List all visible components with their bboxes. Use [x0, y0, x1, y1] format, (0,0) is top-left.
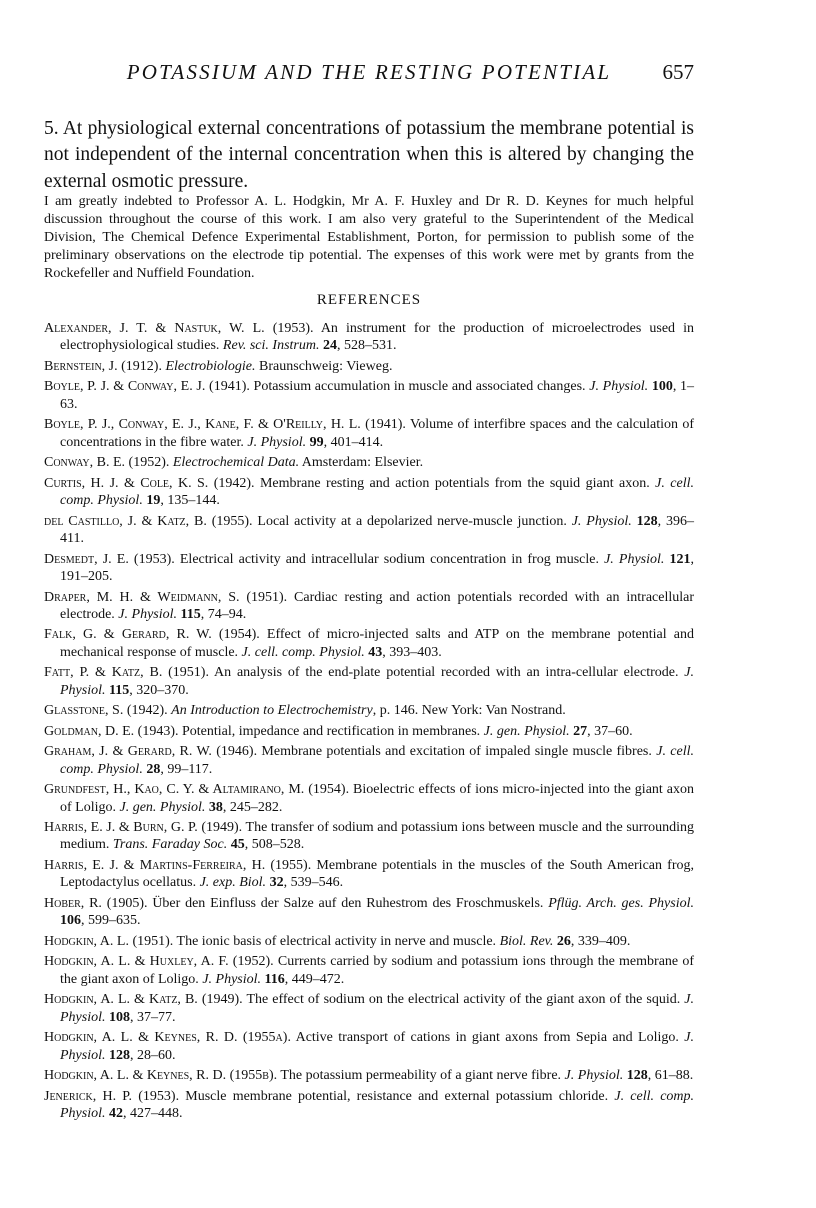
reference-title: Active transport of cations in giant axons from Sepia and Loligo.	[290, 1030, 685, 1046]
reference-volume: 108	[105, 1009, 130, 1025]
reference-volume: 43	[364, 644, 383, 660]
reference-authors: Conway, B. E. (1952).	[44, 455, 170, 471]
reference-journal: J. exp. Biol.	[199, 875, 267, 891]
reference-volume: 106	[60, 913, 81, 929]
reference-pages: , 599–635.	[81, 913, 141, 929]
references-heading: REFERENCES	[316, 292, 422, 308]
reference-authors: Boyle, P. J., Conway, E. J., Kane, F. & O'Reilly, H. L. (1941).	[44, 417, 406, 433]
reference-volume: 100	[648, 379, 673, 395]
reference-journal: Rev. sci. Instrum.	[222, 338, 320, 354]
reference-pages: Amsterdam: Elsevier.	[299, 455, 424, 471]
reference-item	[44, 378, 694, 413]
reference-item	[44, 589, 694, 624]
reference-journal: J. Physiol.	[589, 379, 649, 395]
reference-item	[44, 551, 694, 586]
reference-volume: 116	[261, 971, 285, 987]
reference-item	[44, 475, 694, 510]
reference-authors: Desmedt, J. E. (1953).	[44, 551, 175, 567]
reference-pages: , 427–448.	[123, 1106, 183, 1121]
reference-title: The ionic basis of electrical activity in nerve and muscle.	[173, 933, 500, 949]
reference-title: The effect of sodium on the electrical activity of the giant axon of the squid.	[242, 992, 685, 1008]
reference-journal: J. Physiol.	[247, 434, 307, 450]
reference-journal: Electrochemical Data.	[172, 455, 300, 471]
reference-title: Membrane resting and action potentials from the squid giant axon.	[254, 475, 656, 491]
reference-volume: 121	[664, 551, 691, 567]
reference-volume: 28	[142, 761, 161, 777]
reference-pages: , 37–60.	[587, 723, 633, 739]
reference-pages: , 191–205.	[60, 551, 695, 584]
reference-pages: , p. 146. New York: Van Nostrand.	[372, 703, 566, 719]
reference-pages: , 99–117.	[160, 761, 213, 777]
reference-title: Über den Einfluss der Salze auf den Ruhestrom des Froschmuskels.	[147, 895, 549, 911]
reference-title: Local activity at a depolarized nerve-muscle junction.	[252, 513, 572, 529]
reference-pages: Braunschweig: Vieweg.	[255, 358, 393, 374]
acknowledgement-paragraph: I am greatly indebted to Professor A. L. Hodgkin, Mr A. F. Huxley and Dr R. D. Keynes for much helpful discussion throughout the course of this work. I am also very grateful to the Superintendent of the Medical Division, The Chemical Defence Experimental Establishment, Porton, for permission to publish some of the preliminary observations on the electrode tip potential. The expenses of this work were met by grants from the Rockefeller and Nuffield Foundation.	[44, 194, 694, 281]
reference-journal: J. Physiol.	[60, 665, 695, 698]
reference-item	[44, 743, 694, 778]
reference-journal: Biol. Rev.	[499, 933, 554, 949]
reference-volume: 26	[553, 933, 571, 949]
reference-title: Cardiac resting and action potentials recorded with an intracellular electrode.	[60, 589, 695, 622]
reference-pages: , 393–403.	[382, 644, 442, 660]
reference-title: An instrument for the production of microelectrodes used in electrophysiological studies.	[60, 321, 695, 354]
reference-authors: Hodgkin, A. L. & Keynes, R. D. (1955b).	[44, 1068, 278, 1084]
reference-journal: J. gen. Physiol.	[119, 799, 206, 815]
reference-authors: Hodgkin, A. L. & Katz, B. (1949).	[44, 992, 243, 1008]
reference-item	[44, 320, 694, 355]
reference-authors: Hodgkin, A. L. & Huxley, A. F. (1952).	[44, 954, 274, 970]
reference-title: Electrical activity and intracellular sodium concentration in frog muscle.	[174, 551, 605, 567]
reference-authors: Graham, J. & Gerard, R. W. (1946).	[44, 744, 258, 760]
reference-volume: 99	[306, 434, 324, 450]
reference-item	[44, 723, 694, 740]
reference-item	[44, 454, 694, 471]
reference-authors: Draper, M. H. & Weidmann, S. (1951).	[44, 589, 288, 605]
reference-journal: J. Physiol.	[60, 1030, 694, 1063]
reference-item	[44, 991, 694, 1026]
reference-pages: , 528–531.	[336, 338, 397, 354]
reference-journal: J. cell. comp. Physiol.	[60, 475, 695, 509]
running-title: POTASSIUM AND THE RESTING POTENTIAL	[126, 60, 612, 84]
reference-title: Bioelectric effects of ions micro-injected into the giant axon of Loligo.	[60, 782, 694, 815]
reference-item	[44, 857, 694, 892]
reference-journal: J. cell. comp. Physiol.	[241, 644, 365, 660]
reference-journal: J. Physiol.	[571, 513, 632, 529]
reference-title: An analysis of the end-plate potential recorded with an intra-cellular electrode.	[208, 665, 685, 681]
reference-item	[44, 1088, 694, 1123]
reference-title: Currents carried by sodium and potassium ions through the membrane of the giant axon of Loligo.	[60, 954, 694, 987]
reference-authors: Hodgkin, A. L. & Keynes, R. D. (1955a).	[44, 1030, 291, 1046]
reference-volume: 27	[569, 723, 588, 739]
reference-volume: 115	[105, 682, 130, 698]
reference-authors: Glasstone, S. (1942).	[44, 703, 168, 719]
reference-journal: J. Physiol.	[564, 1068, 624, 1084]
reference-title: The transfer of sodium and potassium ions between muscle and the surrounding medium.	[60, 820, 694, 853]
reference-authors: Alexander, J. T. & Nastuk, W. L. (1953).	[44, 321, 314, 336]
reference-title: The potassium permeability of a giant nerve fibre.	[277, 1068, 565, 1084]
reference-title: Effect of micro-injected salts and ATP on the membrane potential and mechanical response of muscle.	[60, 627, 694, 660]
reference-item	[44, 702, 694, 719]
reference-authors: Grundfest, H., Kao, C. Y. & Altamirano, M. (1954).	[44, 782, 350, 798]
reference-volume: 115	[177, 606, 201, 622]
reference-title: Membrane potentials and excitation of impaled single muscle fibres.	[257, 744, 657, 760]
reference-pages: , 320–370.	[129, 682, 189, 698]
reference-volume: 42	[105, 1106, 123, 1121]
reference-volume: 128	[623, 1068, 648, 1084]
reference-journal: J. Physiol.	[118, 606, 178, 622]
reference-item	[44, 416, 694, 451]
reference-journal: Electrobiologie.	[165, 358, 256, 374]
reference-pages: , 1–63.	[60, 379, 695, 412]
reference-journal: J. gen. Physiol.	[483, 723, 570, 739]
reference-pages: , 508–528.	[244, 837, 305, 853]
reference-volume: 45	[227, 837, 245, 853]
reference-authors: Boyle, P. J. & Conway, E. J. (1941).	[44, 379, 250, 395]
reference-authors: Fatt, P. & Katz, B. (1951).	[44, 665, 209, 681]
reference-title: Volume of interfibre spaces and the calculation of concentrations in the fibre water.	[60, 417, 694, 450]
reference-item	[44, 358, 694, 375]
reference-item	[44, 781, 694, 816]
reference-journal: Trans. Faraday Soc.	[112, 837, 228, 853]
conclusion-paragraph: 5. At physiological external concentrations of potassium the membrane potential is not independent of the internal concentration when this is altered by changing the external osmotic pressure.	[44, 117, 694, 192]
reference-volume: 38	[205, 799, 223, 815]
reference-authors: Harris, E. J. & Martins-Ferreira, H. (1955).	[44, 858, 312, 874]
reference-journal: Pflüg. Arch. ges. Physiol.	[548, 895, 694, 911]
reference-authors: del Castillo, J. & Katz, B. (1955).	[44, 513, 253, 529]
reference-pages: , 401–414.	[323, 434, 384, 450]
reference-pages: , 449–472.	[284, 971, 345, 987]
reference-title: Potential, impedance and rectification in membranes.	[178, 723, 484, 739]
reference-journal: J. Physiol.	[60, 992, 694, 1025]
reference-volume: 24	[319, 338, 337, 354]
reference-item	[44, 1067, 694, 1084]
reference-authors: Bernstein, J. (1912).	[44, 358, 162, 374]
reference-list	[44, 320, 694, 1126]
reference-authors: Jenerick, H. P. (1953).	[44, 1088, 180, 1104]
reference-title: Muscle membrane potential, resistance and external potassium chloride.	[179, 1088, 615, 1104]
reference-pages: , 74–94.	[200, 606, 247, 622]
reference-journal: An Introduction to Electrochemistry	[171, 703, 373, 719]
reference-journal: J. Physiol.	[604, 551, 665, 567]
reference-volume: 128	[105, 1047, 130, 1063]
reference-journal: J. Physiol.	[202, 971, 262, 987]
reference-pages: , 61–88.	[647, 1068, 694, 1084]
reference-journal: J. cell. comp. Physiol.	[60, 744, 694, 777]
reference-journal: J. cell. comp. Physiol.	[60, 1088, 695, 1121]
reference-authors: Falk, G. & Gerard, R. W. (1954).	[44, 627, 260, 643]
reference-volume: 32	[266, 875, 284, 891]
reference-volume: 19	[142, 493, 161, 509]
reference-authors: Curtis, H. J. & Cole, K. S. (1942).	[44, 475, 255, 491]
reference-item	[44, 953, 694, 988]
reference-item	[44, 1029, 694, 1064]
reference-item	[44, 626, 694, 661]
running-head	[44, 60, 694, 90]
reference-pages: , 539–546.	[283, 875, 344, 891]
reference-item	[44, 933, 694, 950]
reference-authors: Harris, E. J. & Burn, G. P. (1949).	[44, 820, 243, 836]
reference-authors: Goldman, D. E. (1943).	[44, 723, 179, 739]
reference-title: Potassium accumulation in muscle and associated changes.	[249, 379, 590, 395]
reference-item	[44, 819, 694, 854]
reference-item	[44, 513, 694, 548]
reference-pages: , 37–77.	[130, 1009, 176, 1025]
reference-pages: , 396–411.	[60, 513, 695, 547]
reference-pages: , 339–409.	[570, 933, 631, 949]
reference-pages: , 245–282.	[222, 799, 283, 815]
reference-authors: Hober, R. (1905).	[44, 895, 148, 911]
page-number: 657	[662, 60, 694, 84]
reference-title: Membrane potentials in the muscles of the South American frog, Leptodactylus ocellatus.	[60, 858, 695, 891]
reference-pages: , 28–60.	[130, 1047, 176, 1063]
reference-volume: 128	[631, 513, 658, 529]
reference-item	[44, 895, 694, 930]
reference-item	[44, 664, 694, 699]
reference-pages: , 135–144.	[160, 493, 220, 509]
reference-authors: Hodgkin, A. L. (1951).	[44, 933, 174, 949]
